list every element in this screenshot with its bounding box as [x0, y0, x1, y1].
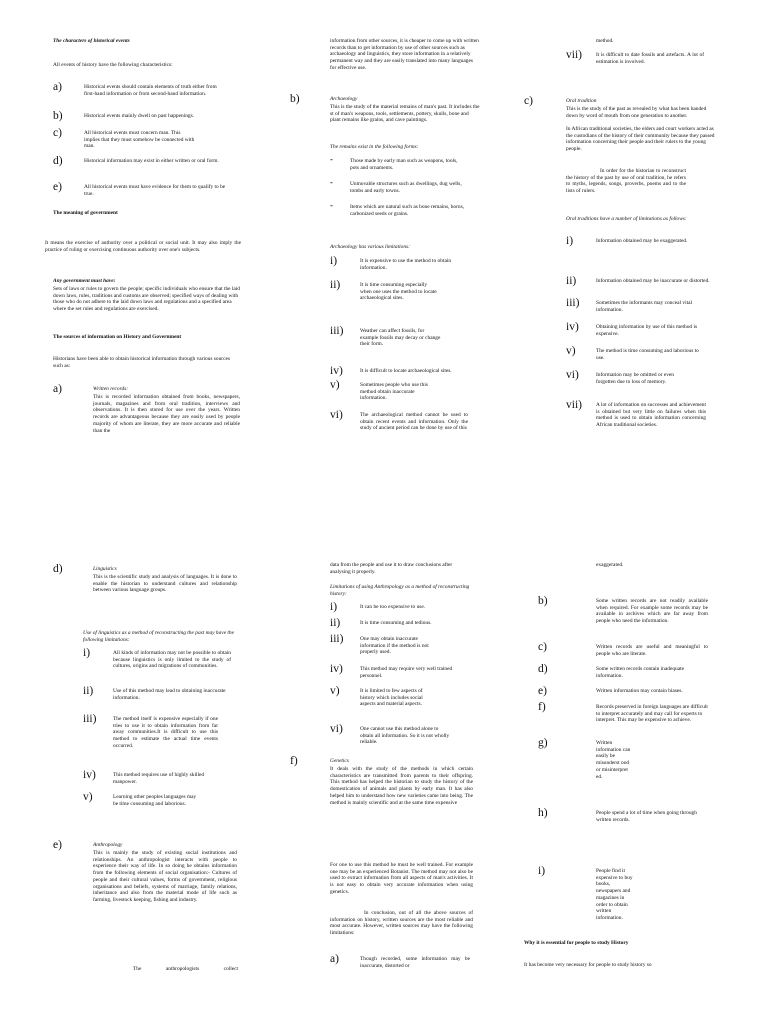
list-text: Information may be omitted or even forgotten due to loss of memory.	[596, 372, 674, 385]
list-marker: e)	[538, 685, 547, 697]
list-text: It is limited to few aspects of history which includes social aspects and material aspects.	[360, 688, 423, 708]
list-text: All kinds of information may not be possible to obtain because linguistics is only limited to the study of cultures, origins and migrations of communities.	[113, 650, 231, 670]
heading-sources-of-information: The sources of information on History and Government	[53, 334, 182, 340]
anthropology-limitations-heading: Limitations of using Anthropology as a method of reconstructing history:	[330, 584, 470, 597]
list-text: A lot of information on successes and achievement is obtained but very little on failures when this method is used to obtain information concerning African traditional societies.	[596, 402, 706, 429]
list-marker: d)	[538, 663, 548, 675]
list-marker: vi)	[330, 409, 343, 421]
list-marker: v)	[83, 791, 93, 803]
list-text: Information obtained may be inaccurate or distorted.	[596, 278, 710, 284]
archaeology-body: This is the study of the material remains of man's past. It includes the st of man's weapons, tools, settlements, pottery, skulls, bone and plant remains like grains, and cave paintings.	[330, 104, 480, 124]
bullet-marker: -	[330, 177, 333, 187]
list-marker: a)	[330, 953, 339, 965]
list-marker: iii)	[83, 713, 97, 725]
heading-why-study-history: Why it is essential for people to study History	[524, 940, 629, 946]
list-marker: iv)	[83, 769, 96, 781]
list-text: This method requires use of highly skilled manpower.	[113, 772, 205, 785]
list-marker: vii)	[566, 49, 582, 61]
bullet-marker: -	[330, 154, 333, 164]
linguistics-body: This is the scientific study and analysis of languages. It is done to enable the historian to understand cultures and relationship between various language groups.	[93, 574, 237, 594]
list-marker: i)	[330, 255, 338, 267]
list-text: Historical events mainly dwell on past happenings.	[84, 113, 195, 119]
anthropology-title: Anthropology	[93, 842, 123, 848]
conclusion-paragraph: In conclusion, out of all the above sources of information on history, written sources are the most reliable and most accurate. However, written sources may have the following limitations:	[330, 910, 473, 937]
list-text: It can be too expensive to use.	[360, 604, 426, 610]
list-text: Historical information may exist in either written or oral form.	[84, 158, 219, 164]
list-text: Those made by early man such as weapons, tools, pots and ornaments.	[350, 158, 458, 171]
list-marker: iv)	[330, 365, 343, 377]
characteristics-intro: All events of history have the following characteristics:	[53, 62, 173, 68]
list-text: Records preserved in foreign languages are difficult to interpret accurately and may call for experts to interpret. This may be expensive to achieve.	[596, 704, 708, 724]
list-text: People find it expensive to buy books, newspapers and magazines in order to obtain written information.	[596, 868, 633, 921]
list-marker: h)	[538, 807, 548, 819]
list-marker: c)	[524, 95, 533, 107]
list-marker: a)	[53, 383, 62, 395]
list-text: Some written records contain inadequate information.	[596, 666, 685, 679]
anthropology-tail: The anthropologists collect	[133, 966, 238, 972]
oral-tradition-title: Oral tradition	[566, 98, 597, 104]
list-text: Obtaining information by use of this method is expensive.	[596, 324, 698, 337]
archaeology-continued: method.	[596, 38, 614, 44]
list-marker: ii)	[566, 275, 577, 287]
heading-characteristics: The characters of historical events	[53, 38, 130, 44]
anthropology-body: This is mainly the study of existing social institutions and relationships. An anthropologist interacts with people to experience their way of life. In so doing he obtains information from the following elements of social organisation:- Cultures of people and their cultural values, forms of government, religious organisations and beliefs, systems of marriage, family relations, inheritance and also from the material mode of life such as farming, livestock keeping, fishing and industry.	[93, 850, 237, 903]
list-marker: v)	[330, 685, 340, 697]
list-text: It is time consuming and tedious.	[360, 620, 432, 626]
must-have-paragraph: Sets of laws or rules to govern the people; specific individuals who ensure that the laid down laws, rules, traditions and customs are observed; specified ways of dealing with those who do not adhere to the laid down laws and regulations and a specified area where the set rules and regulations are exercised.	[53, 286, 240, 313]
written-records-continued: information from other sources, it is cheaper to come up with written records than to get information by use of other sources such as archaeology and linguistics, they store information in a relatively permanent way and they are easily translated into many languages for effective use.	[330, 38, 479, 71]
written-limitations-continued: exaggerated.	[596, 562, 624, 568]
list-text: All historical events must have evidence for them to qualify to be true.	[84, 184, 226, 197]
list-marker: d)	[53, 563, 63, 575]
list-marker: b)	[290, 93, 300, 105]
list-marker: v)	[566, 345, 576, 357]
oral-tradition-body-2: In African traditional societies, the elders and court workers acted as the custodians of the history of their community because they passed information concerning their people and their rulers to the young people.	[566, 126, 715, 153]
list-marker: iv)	[330, 663, 343, 675]
oral-tradition-body-1: This is the study of the past as revealed by what has been handed down by word of mouth from one generation to another.	[566, 106, 707, 119]
list-text: One may obtain inaccurate information if the method is not properly used.	[360, 636, 429, 656]
sources-intro: Historians have been able to obtain historical information through various sources such as:	[53, 356, 230, 369]
list-marker: v)	[330, 379, 340, 391]
list-text: Written information can easily be misunderst ood or misinterpret ed.	[596, 740, 631, 780]
list-text: Weather can affect fossils, for example fossils may decay or change their form.	[360, 328, 441, 348]
list-text: It is difficult to locate archaeological sites.	[360, 368, 452, 374]
genetics-body-2: For one to use this method he must be well trained. For example one may be an experienced Botanist. The method may not also be used to extract information from all aspects of man's activities. It is not easy to obtain very accurate information when using genetics.	[330, 862, 473, 895]
remains-forms-heading: The remains exist in the following forms:	[330, 144, 419, 150]
meaning-paragraph: It means the exercise of authority over a political or social unit. It may also imply the practice of ruling or exercising continuous authority over one's subjects.	[45, 240, 241, 253]
list-text: The method itself is expensive especially if one tries to use it to obtain information from far away communities.It is difficult to use this method to estimate the actual time events occurred.	[113, 716, 218, 749]
list-text: Unmovable structures such as dwellings, dug wells, tombs and early towns.	[350, 181, 462, 194]
list-text: Use of this method may lead to obtaining inaccurate information.	[113, 688, 226, 701]
list-marker: vi)	[330, 723, 343, 735]
list-text: All historical events must concern man. This implies that they must somehow be connected with man.	[84, 130, 195, 150]
list-marker: b)	[53, 110, 63, 122]
list-marker: iii)	[330, 325, 344, 337]
written-records-body: This is recorded information obtained from books, newspapers, journals, magazines and from oral tradition, interviews and observations. It is then stored for use over the years. Written records are advantageous because they are easily used by people majority of whom are literate, they are more accurate and reliable than the	[93, 394, 240, 434]
heading-meaning-of-government: The meaning of government	[53, 210, 118, 216]
list-text: Written records are useful and meaningful to people who are literate.	[596, 644, 708, 657]
list-marker: vi)	[566, 369, 579, 381]
list-text: One cannot use this method alone to obtain all information. So it is not wholly reliable.	[360, 726, 450, 746]
archaeology-title: Archaeology	[330, 96, 358, 102]
list-marker: e)	[53, 839, 62, 851]
list-text: It is expensive to use the method to obtain information.	[360, 258, 452, 271]
oral-limitations-heading: Oral traditions have a number of limitations as follows:	[566, 216, 687, 222]
list-text: Sometimes the informants may conceal vital information.	[596, 300, 692, 313]
oral-tradition-body-3: In order for the historian to reconstruct the history of the past by use of oral tradition, he refers to myths, legends, songs, proverbs, poems and to the lists of rulers.	[566, 168, 686, 195]
list-marker: c)	[53, 127, 62, 139]
genetics-title: Genetics	[330, 758, 349, 764]
list-marker: f)	[538, 701, 546, 713]
list-marker: c)	[538, 641, 547, 653]
list-text: Sometimes people who use this method obtain inaccurate information.	[360, 382, 428, 402]
list-text: This method may require very well trained personnel.	[360, 666, 453, 679]
list-marker: i)	[538, 865, 546, 877]
why-study-history-paragraph: It has become very necessary for people to study history so	[524, 962, 652, 968]
list-marker: i)	[330, 601, 338, 613]
heading-government-must-have: Any government must have:	[53, 278, 116, 284]
list-marker: e)	[53, 181, 62, 193]
list-marker: i)	[566, 235, 574, 247]
list-marker: f)	[290, 755, 298, 767]
list-text: It is time consuming especially when one uses the method to locate archaeological sites.	[360, 282, 437, 302]
list-text: Though recorded, some information may be inaccurate, distorted or	[360, 956, 470, 969]
list-text: Written information may contain biases.	[596, 688, 683, 694]
list-marker: iv)	[566, 321, 579, 333]
list-marker: iii)	[330, 633, 344, 645]
list-marker: vii)	[566, 399, 582, 411]
list-text: Historical events should contain elements of truth either from first-hand information or from second-hand information.	[84, 84, 217, 97]
list-marker: ii)	[330, 617, 341, 629]
anthropology-continued: data from the people and use it to draw conclusions after analysing it properly.	[330, 562, 453, 575]
genetics-body: It deals with the study of the methods in which certain characteristics are transmitted from parents to their offspring. This method has helped the historian to study the history of the domestication of animals and plants by early man. It has also helped him to understand how new varieties came into being. The method is mainly scientific and at the same time expensive	[330, 766, 473, 806]
list-text: The archaeological method cannot be used to obtain recent events and information. Only the study of ancient period can be done by use of this	[360, 412, 468, 432]
list-text: Learning other peoples languages may be time consuming and laborious.	[113, 794, 197, 807]
list-marker: a)	[53, 81, 62, 93]
written-records-title: Written records:	[93, 386, 129, 392]
archaeology-limitations-heading: Archaeology has various limitations:	[330, 244, 410, 250]
list-text: People spend a lot of time when going through written records.	[596, 810, 697, 823]
list-marker: iii)	[566, 297, 580, 309]
list-marker: ii)	[83, 685, 94, 697]
list-text: Information obtained may be exaggerated.	[596, 238, 688, 244]
linguistics-title: Linguistics	[93, 566, 117, 572]
list-text: It is difficult to date fossils and artefacts. A lot of estimation is involved.	[596, 52, 704, 65]
linguistics-limitations-heading: Use of linguistics as a method of reconstructing the past may have the following limitations:	[83, 630, 235, 643]
list-marker: g)	[538, 737, 548, 749]
list-marker: ii)	[330, 279, 341, 291]
list-marker: d)	[53, 155, 63, 167]
list-text: Items which are natural such as bone remains, horns, carbonized seeds or grains.	[350, 204, 465, 217]
list-marker: b)	[538, 595, 548, 607]
list-marker: i)	[83, 647, 91, 659]
list-text: The method is time consuming and laborious to use.	[596, 348, 699, 361]
bullet-marker: -	[330, 200, 333, 210]
list-text: Some written records are not readily available when required. For example some records may be available in archives which are far away from people who need the information.	[596, 598, 708, 625]
